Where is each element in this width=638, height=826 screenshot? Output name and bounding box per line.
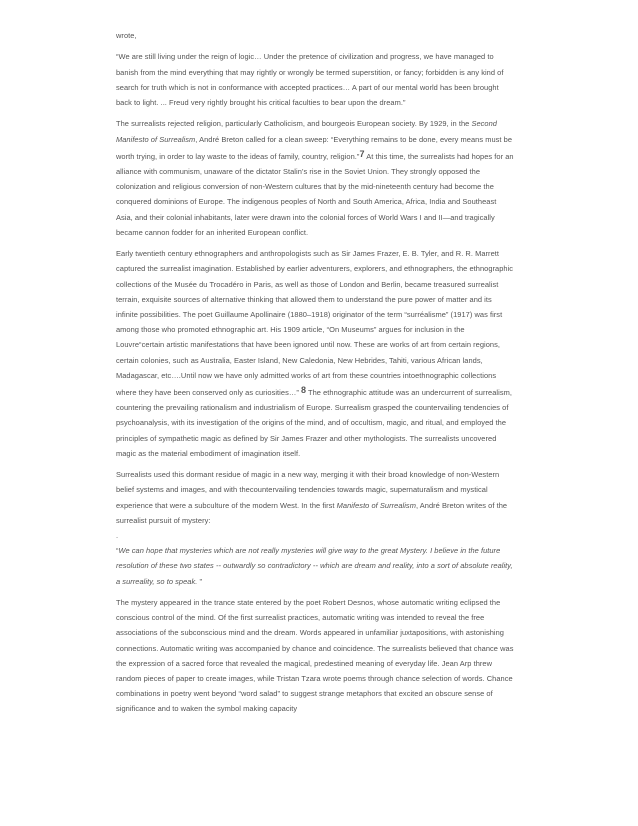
text: Early twentieth century ethnographers and anthropologists such as Sir James Frazer, E. B. Tyler, and R. R. Marrett captured the surrealist imagination. Established by earlier adventurers, explorers, and ethnographers, the ethnographic collections of the Musée du Trocadéro in Paris, as well as those of London and Berlin, became treasured surrealist terrain, exquisite sources of alternative thinking that allowed them to understand the pure power of matter and its infinite possibilities. The poet Guillaume Apollinaire (1880–1918) originator of the term “surréalisme” (1917) was first among those who promoted ethnographic art. His 1909 article, “On Museums” argues for inclusion in the Louvre“certain artistic manifestations that have been ignored until now. These are works of art from certain regions, certain colonies, such as Australia, Easter Island, New Caledonia, New Hebrides, Tahiti, various African lands, Madagascar, etc….Until now we have only admitted works of art from these countries intoethnographic collections where they have been conserved only as curiosities…” bbox=[116, 249, 514, 398]
text: Surrealists used this dormant residue of magic in a new way, merging it with their broad knowledge of non-Western belief systems and images, and with thecountervailing tendencies towards magic, supernaturalism and mystical experience that were a subculture of the modern West. In the first bbox=[116, 470, 500, 510]
close-quote: ” bbox=[197, 576, 203, 586]
footnote-ref-7[interactable]: 7 bbox=[359, 148, 365, 159]
text: The ethnographic attitude was an undercurrent of surrealism, countering the prevailing rationalism and industrialism of Europe. Surrealism grasped the countervailing tendencies of psychoanalysis, with its investigation of the origins of the mind, and of occultism, magic, and ritual, and employed the principles of sympathetic magic as defined by Sir James Frazer and other mythologists. The surrealists uncovered magic as the material embodiment of imagination itself. bbox=[116, 388, 512, 458]
book-title: Manifesto of Surrealism bbox=[336, 500, 416, 510]
paragraph-magic bbox=[116, 467, 514, 528]
paragraph-desnos: The mystery appeared in the trance state entered by the poet Robert Desnos, whose automatic writing eclipsed the conscious control of the mind. Of the first surrealist practices, automatic writing was intended to reveal the free associations of the subconscious mind and the dream. Words appeared in unfamiliar juxtapositions, with astonishing connections. Automatic writing was accompanied by chance and coincidence. The surrealists believed that chance was the expression of a sacred force that revealed the magical, predestined meaning of everyday life. Jean Arp threw random pieces of paper to create images, while Tristan Tzara wrote poems through chance selection of words. Chance combinations in poetry went beyond “word salad” to suggest strange metaphors that excited an obscure sense of significance and to waken the symbol making capacity bbox=[116, 598, 514, 714]
text: , André Breton writes of the surrealist pursuit of mystery: bbox=[116, 500, 508, 525]
book-title: Second Manifesto of Surrealism bbox=[116, 119, 497, 144]
document-page bbox=[116, 28, 514, 723]
text: , André Breton called for a clean sweep: “Everything remains to be done, every means must be worth trying, in order to lay waste to the ideas of family, country, religion.” bbox=[116, 134, 513, 161]
paragraph-manifesto-quote bbox=[116, 543, 514, 589]
paragraph-ethnographers bbox=[116, 246, 514, 461]
footnote-ref-8[interactable]: 8 bbox=[300, 385, 307, 396]
quote-text: We can hope that mysteries which are not really mysteries will give way to the great Mystery. I believe in the future resolution of these two states -- outwardly so contradictory -- which are dream and reality, into a sort of absolute reality, a surreality, so to speak. bbox=[116, 546, 513, 586]
text: At this time, the surrealists had hopes for an alliance with communism, unaware of the dictator Stalin’s rise in the Soviet Union. They strongly opposed the colonization and religious conversion of non-Western cultures that by the mid-nineteenth century had become the conquered dominions of Europe. The indigenous peoples of North and South America, Africa, India and Southeast Asia, and their colonial inhabitants, later were drawn into the colonial forces of World Wars I and II—and tragically became cannon fodder for an inherited European conflict. bbox=[116, 151, 514, 237]
stray-dot: . bbox=[116, 531, 119, 541]
open-quote: “ bbox=[116, 546, 119, 556]
paragraph-religion bbox=[116, 116, 514, 240]
paragraph-intro: wrote, bbox=[116, 31, 137, 40]
text: The surrealists rejected religion, particularly Catholicism, and bourgeois European society. By 1929, in the bbox=[116, 119, 472, 129]
paragraph-breton-quote: “We are still living under the reign of logic… Under the pretence of civilization and progress, we have managed to banish from the mind everything that may rightly or wrongly be termed superstition, or fancy; forbidden is any kind of search for truth which is not in conformance with accepted practices… A part of our mental world has been brought back to light. ... Freud very rightly brought his critical faculties to bear upon the dream.” bbox=[116, 52, 504, 107]
